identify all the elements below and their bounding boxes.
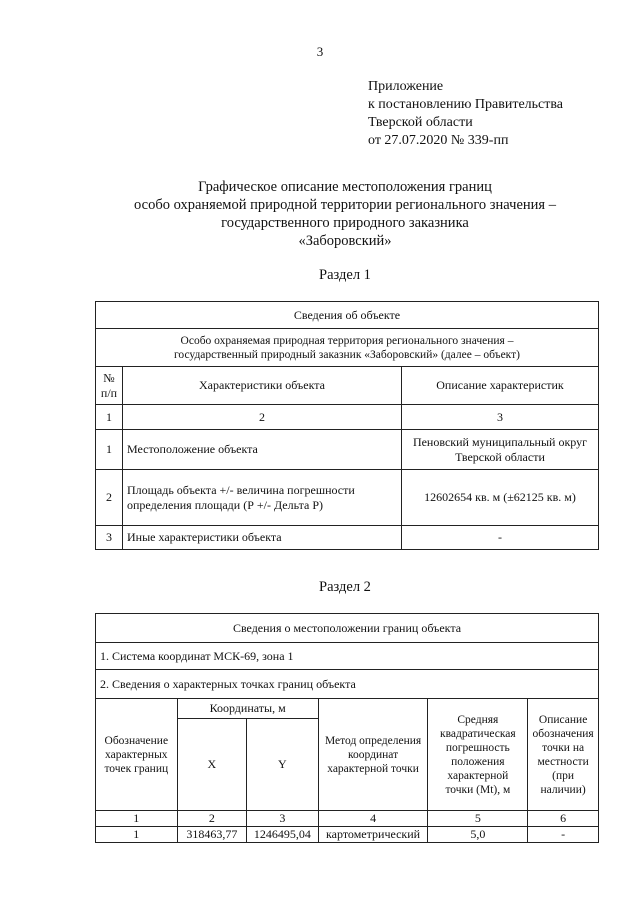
index-cell: 6 — [528, 811, 599, 827]
row-description: - — [402, 526, 599, 550]
title-line: государственного природного заказника — [221, 215, 469, 231]
title-line: Графическое описание местоположения границ — [198, 179, 492, 195]
table-row — [96, 827, 599, 843]
point-method: картометрический — [318, 827, 428, 843]
header-y: Y — [247, 719, 319, 811]
table-title: Сведения об объекте — [96, 302, 599, 329]
point-description: - — [528, 827, 599, 843]
row-num: 3 — [96, 526, 123, 550]
row-characteristic: Местоположение объекта — [123, 430, 402, 470]
appendix-block — [368, 78, 563, 150]
appendix-line: от 27.07.2020 № 339-пп — [368, 133, 509, 148]
appendix-line: Тверской области — [368, 115, 473, 130]
header-description: Описание характеристик — [402, 367, 599, 405]
point-error: 5,0 — [428, 827, 528, 843]
header-location: Описание обозначения точки на местности (при наличии) — [528, 699, 599, 811]
index-cell: 1 — [96, 405, 123, 430]
row-num: 1 — [96, 430, 123, 470]
appendix-line: к постановлению Правительства — [368, 97, 564, 112]
section1-heading: Раздел 1 — [319, 267, 371, 283]
table-row — [96, 526, 599, 550]
object-info-table — [95, 301, 599, 550]
row-description: Пеновский муниципальный округ Тверской области — [402, 430, 599, 470]
object-name-cell — [96, 329, 599, 367]
title-line: «Заборовский» — [298, 233, 392, 249]
table-row — [96, 430, 599, 470]
coord-system-row: 1. Система координат МСК-69, зона 1 — [96, 643, 599, 670]
point-x: 318463,77 — [177, 827, 247, 843]
header-coords: Координаты, м — [177, 699, 318, 719]
index-cell: 2 — [123, 405, 402, 430]
header-method: Метод определения координат характерной точки — [318, 699, 428, 811]
header-characteristics: Характеристики объекта — [123, 367, 402, 405]
page-number: 3 — [316, 44, 324, 59]
index-cell: 5 — [428, 811, 528, 827]
header-designation: Обозначение характерных точек границ — [96, 699, 178, 811]
index-cell: 4 — [318, 811, 428, 827]
point-y: 1246495,04 — [247, 827, 319, 843]
header-error: Средняя квадратическая погрешность положения характерной точки (Mt), м — [428, 699, 528, 811]
table-row — [96, 470, 599, 526]
index-cell: 3 — [247, 811, 319, 827]
index-cell: 1 — [96, 811, 178, 827]
row-description: 12602654 кв. м (±62125 кв. м) — [402, 470, 599, 526]
header-num: № п/п — [96, 367, 123, 405]
section2-heading: Раздел 2 — [319, 579, 371, 595]
document-title — [0, 178, 640, 250]
title-line: особо охраняемой природной территории регионального значения – — [134, 197, 556, 213]
row-num: 2 — [96, 470, 123, 526]
appendix-line: Приложение — [368, 79, 444, 94]
row-characteristic: Иные характеристики объекта — [123, 526, 402, 550]
object-name-line: Особо охраняемая природная территория регионального значения – — [180, 334, 514, 347]
object-name-line: государственный природный заказник «Заборовский» (далее – объект) — [174, 348, 520, 361]
point-designation: 1 — [96, 827, 178, 843]
points-info-row: 2. Сведения о характерных точках границ объекта — [96, 670, 599, 699]
row-characteristic: Площадь объекта +/- величина погрешности определения площади (Р +/- Дельта Р) — [123, 470, 402, 526]
header-x: X — [177, 719, 247, 811]
index-cell: 2 — [177, 811, 247, 827]
table-title: Сведения о местоположении границ объекта — [96, 614, 599, 643]
boundary-table — [95, 613, 599, 843]
index-cell: 3 — [402, 405, 599, 430]
